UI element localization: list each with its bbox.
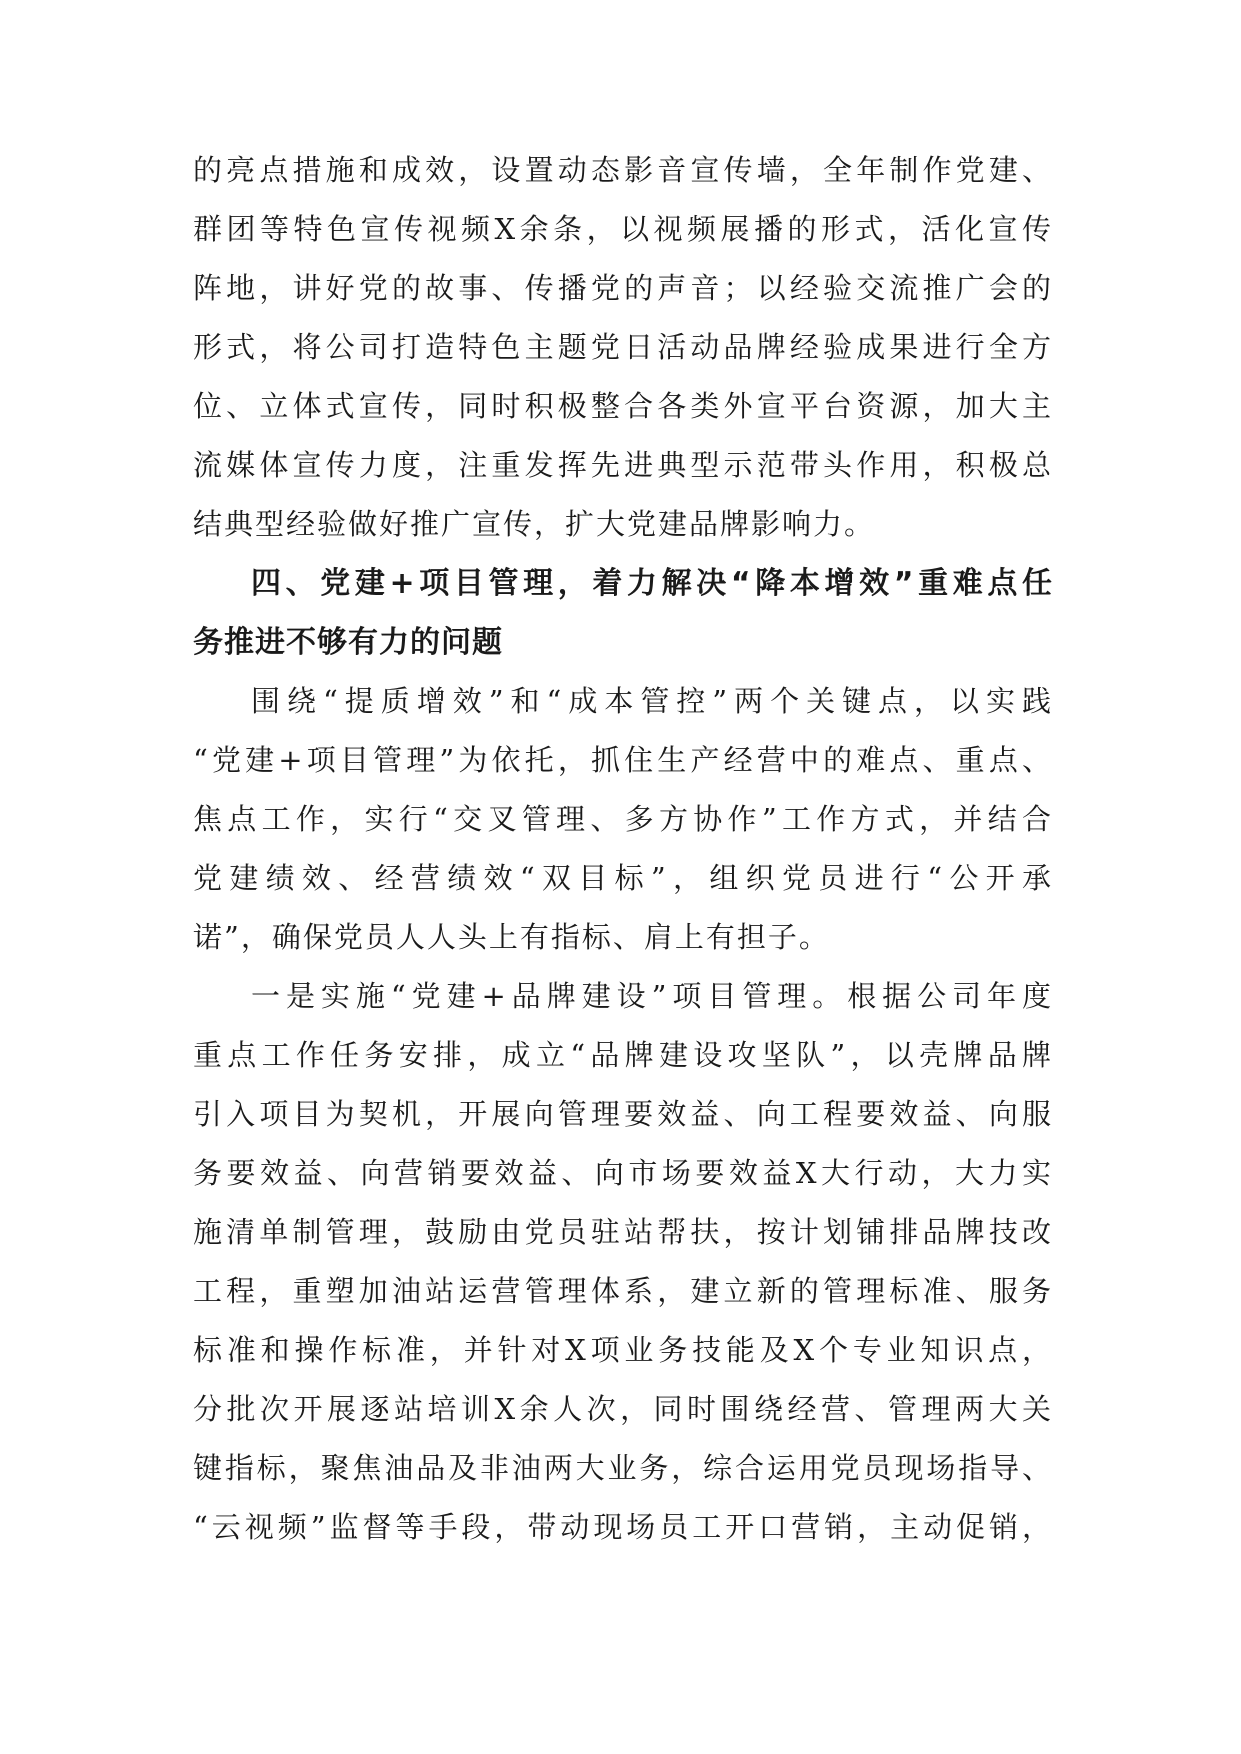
paragraph-intro: [193, 672, 1053, 967]
text-line: 引入项目为契机，开展向管理要效益、向工程要效益、向服: [193, 1097, 1053, 1131]
text-line: 标准和操作标准，并针对X项业务技能及X个专业知识点，: [193, 1333, 1053, 1367]
text-line: 键指标，聚焦油品及非油两大业务，综合运用党员现场指导、: [193, 1451, 1053, 1485]
text-line: 群团等特色宣传视频X余条，以视频展播的形式，活化宣传: [193, 212, 1053, 246]
text-line: 重点工作任务安排，成立“品牌建设攻坚队”，以壳牌品牌: [193, 1038, 1053, 1072]
text-line: 的亮点措施和成效，设置动态影音宣传墙，全年制作党建、: [193, 153, 1053, 187]
text-line: 位、立体式宣传，同时积极整合各类外宣平台资源，加大主: [193, 389, 1053, 423]
paragraph-first-item: [193, 967, 1053, 1557]
text-line: 分批次开展逐站培训X余人次，同时围绕经营、管理两大关: [193, 1392, 1053, 1426]
text-line: 一是实施“党建+品牌建设”项目管理。根据公司年度: [251, 979, 1053, 1013]
paragraph-continued: [193, 141, 1053, 554]
text-line: 结典型经验做好推广宣传，扩大党建品牌影响力。: [193, 507, 876, 541]
text-line: 施清单制管理，鼓励由党员驻站帮扶，按计划铺排品牌技改: [193, 1215, 1053, 1249]
section-heading: [193, 554, 1053, 672]
text-line: “云视频”监督等手段，带动现场员工开口营销，主动促销，: [193, 1510, 1053, 1544]
text-line: 务要效益、向营销要效益、向市场要效益X大行动，大力实: [193, 1156, 1053, 1190]
text-line: “党建+项目管理”为依托，抓住生产经营中的难点、重点、: [193, 743, 1053, 777]
text-line: 阵地，讲好党的故事、传播党的声音；以经验交流推广会的: [193, 271, 1053, 305]
text-line: 工程，重塑加油站运营管理体系，建立新的管理标准、服务: [193, 1274, 1053, 1308]
text-line: 形式，将公司打造特色主题党日活动品牌经验成果进行全方: [193, 330, 1053, 364]
heading-line: 四、党建+项目管理，着力解决“降本增效”重难点任: [251, 566, 1053, 601]
text-line: 党建绩效、经营绩效“双目标”，组织党员进行“公开承: [193, 861, 1053, 895]
text-line: 围绕“提质增效”和“成本管控”两个关键点，以实践: [251, 684, 1053, 718]
text-line: 焦点工作，实行“交叉管理、多方协作”工作方式，并结合: [193, 802, 1053, 836]
heading-line: 务推进不够有力的问题: [193, 625, 503, 660]
text-line: 诺”，确保党员人人头上有指标、肩上有担子。: [193, 920, 830, 954]
text-line: 流媒体宣传力度，注重发挥先进典型示范带头作用，积极总: [193, 448, 1053, 482]
